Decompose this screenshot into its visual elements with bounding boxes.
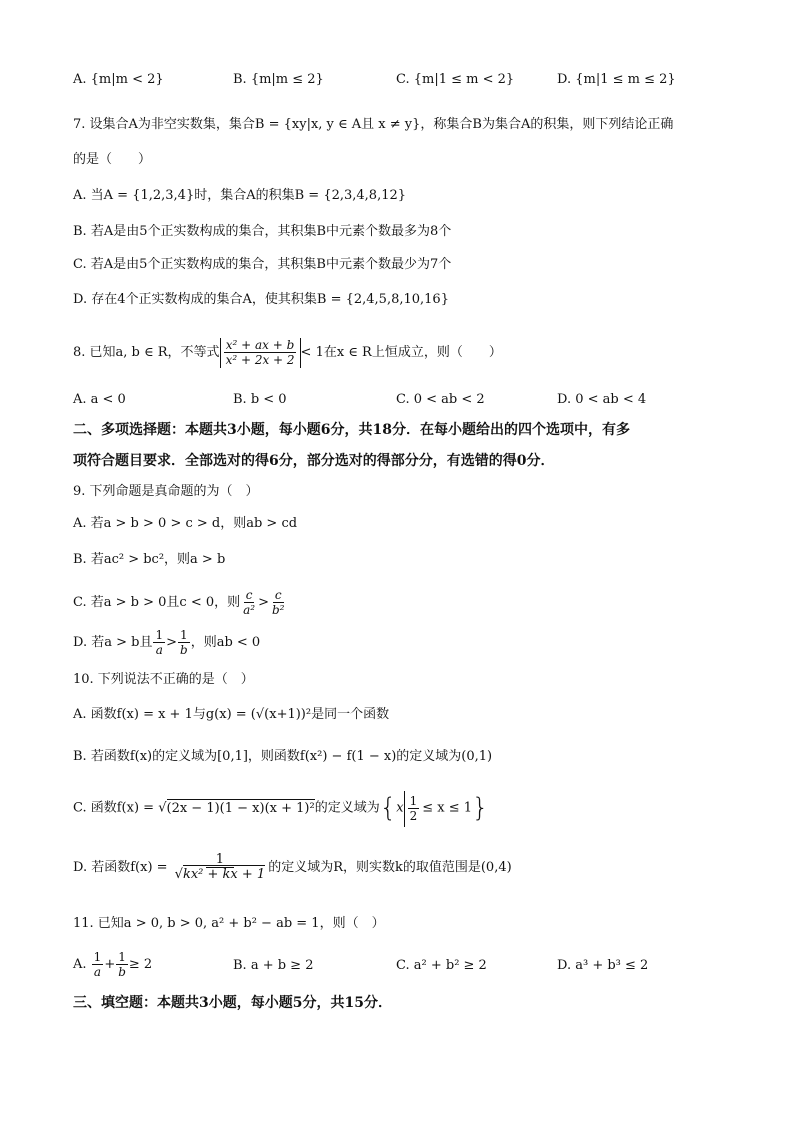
q10-c-set-den: 2 — [409, 808, 418, 823]
q11-a-plus: + — [104, 957, 116, 972]
q10-option-b: B. 若函数f(x)的定义域为[0,1]，则函数f(x²) − f(1 − x)的定义域为(0,1) — [73, 749, 493, 764]
q9-c-prefix: C. 若a > b > 0且c < 0，则 — [73, 595, 241, 610]
q8-option-c: C. 0 < ab < 2 — [396, 392, 485, 407]
q9-stem: 9. 下列命题是真命题的为（ ） — [73, 484, 259, 499]
q9-d-op: > — [166, 635, 178, 650]
q6-option-b: B. {m|m ≤ 2} — [233, 72, 324, 87]
q6-option-a: A. {m|m < 2} — [73, 72, 164, 87]
q10-stem: 10. 下列说法不正确的是（ ） — [73, 672, 254, 687]
q9-d-f2-den: b — [180, 643, 188, 657]
q8-option-a: A. a < 0 — [73, 392, 126, 407]
left-brace-icon: { — [379, 793, 397, 823]
q10-c-root: (2x − 1)(1 − x)(x + 1)² — [166, 800, 315, 816]
q8-abs-fraction — [220, 338, 301, 368]
right-brace-icon: } — [472, 793, 489, 823]
q11-a-f1-num: 1 — [93, 950, 102, 964]
q8-suffix: < 1在x ∈ R上恒成立，则（ ） — [300, 345, 502, 360]
q7-option-a: A. 当A = {1,2,3,4}时，集合A的积集B = {2,3,4,8,12} — [73, 188, 407, 203]
q6-option-d: D. {m|1 ≤ m ≤ 2} — [557, 72, 676, 87]
q11-option-c: C. a² + b² ≥ 2 — [396, 958, 487, 973]
q9-c-f2-den: b² — [272, 603, 285, 617]
q10-option-a: A. 函数f(x) = x + 1与g(x) = (√(x+1))²是同一个函数 — [73, 707, 390, 722]
q9-d-prefix: D. 若a > b且 — [73, 635, 153, 650]
q8-prefix: 8. 已知a, b ∈ R，不等式 — [73, 345, 220, 360]
q11-a-prefix: A. — [73, 957, 87, 972]
q10-c-mid: 的定义域为 — [314, 800, 380, 816]
q11-option-a — [73, 950, 152, 980]
q10-d-prefix: D. 若函数f(x) = — [73, 860, 172, 875]
q9-d-f1-num: 1 — [155, 628, 164, 642]
q10-c-set-num: 1 — [409, 793, 418, 808]
q9-d-f2-num: 1 — [180, 628, 188, 642]
q9-c-f1-num: c — [245, 588, 253, 602]
q10-c-prefix: C. 函数f(x) = — [73, 800, 159, 816]
q9-option-c — [73, 588, 288, 618]
q9-option-a: A. 若a > b > 0 > c > d，则ab > cd — [73, 516, 298, 531]
q9-option-d — [73, 628, 260, 658]
q7-stem-line1: 7. 设集合A为非空实数集，集合B = {xy|x, y ∈ A且 x ≠ y}，称集合B为集合A的积集，则下列结论正确 — [73, 117, 674, 132]
q10-c-set-left: x — [396, 800, 404, 816]
q9-d-suffix: ，则ab < 0 — [190, 635, 261, 650]
section3-heading: 三、填空题：本题共3小题，每小题5分，共15分． — [73, 995, 392, 1011]
section2-heading-line2: 项符合题目要求．全部选对的得6分，部分选对的得部分分，有选错的得0分． — [73, 453, 555, 469]
q6-option-c: C. {m|1 ≤ m < 2} — [396, 72, 515, 87]
q8-option-d: D. 0 < ab < 4 — [557, 392, 647, 407]
q10-d-den-root: kx² + kx + 1 — [182, 867, 266, 882]
q11-a-suffix: ≥ 2 — [128, 957, 153, 972]
q7-option-c: C. 若A是由5个正实数构成的集合，其积集B中元素个数最少为7个 — [73, 257, 452, 272]
q8-frac-den: x² + 2x + 2 — [225, 353, 295, 367]
q8-frac-num: x² + ax + b — [225, 338, 295, 352]
q7-option-b: B. 若A是由5个正实数构成的集合，其积集B中元素个数最多为8个 — [73, 224, 452, 239]
q9-c-f1-den: a² — [243, 603, 256, 617]
q10-d-suffix: 的定义域为R，则实数k的取值范围是(0,4) — [268, 860, 512, 875]
q11-stem: 11. 已知a > 0, b > 0, a² + b² − ab = 1，则（ ） — [73, 916, 385, 931]
section2-heading-line1: 二、多项选择题：本题共3小题，每小题6分，共18分．在每小题给出的四个选项中，有多 — [73, 422, 630, 438]
q8-option-b: B. b < 0 — [233, 392, 287, 407]
q11-a-f2-den: b — [118, 965, 126, 979]
q8-stem — [73, 338, 502, 368]
q11-a-f2-num: 1 — [118, 950, 126, 964]
q7-stem-line2: 的是（ ） — [73, 152, 152, 167]
q7-option-d: D. 存在4个正实数构成的集合A，使其积集B = {2,4,5,8,10,16} — [73, 292, 449, 307]
q11-a-f1-den: a — [93, 965, 102, 979]
q10-c-set-right: ≤ x ≤ 1 — [422, 800, 473, 816]
q9-d-f1-den: a — [155, 643, 163, 657]
q9-option-b: B. 若ac² > bc²，则a > b — [73, 552, 226, 567]
q9-c-op: > — [258, 595, 269, 610]
q10-c-set-bar — [404, 791, 423, 827]
q11-option-b: B. a + b ≥ 2 — [233, 958, 314, 973]
q9-c-f2-num: c — [274, 588, 282, 602]
q10-option-c: C. 函数f(x) = √(2x − 1)(1 − x)(x + 1)²的定义域为{x $\frac{1}{2}$ ≤ x ≤ 1} — [73, 790, 489, 827]
q10-d-num: 1 — [206, 853, 234, 868]
q11-option-d: D. a³ + b³ ≤ 2 — [557, 958, 649, 973]
q10-option-d: D. 若函数f(x) = $\frac{1}{\text{√kx² + kx + 1}}$ 的定义域为R，则实数k的取值范围是(0,4) — [73, 852, 512, 882]
